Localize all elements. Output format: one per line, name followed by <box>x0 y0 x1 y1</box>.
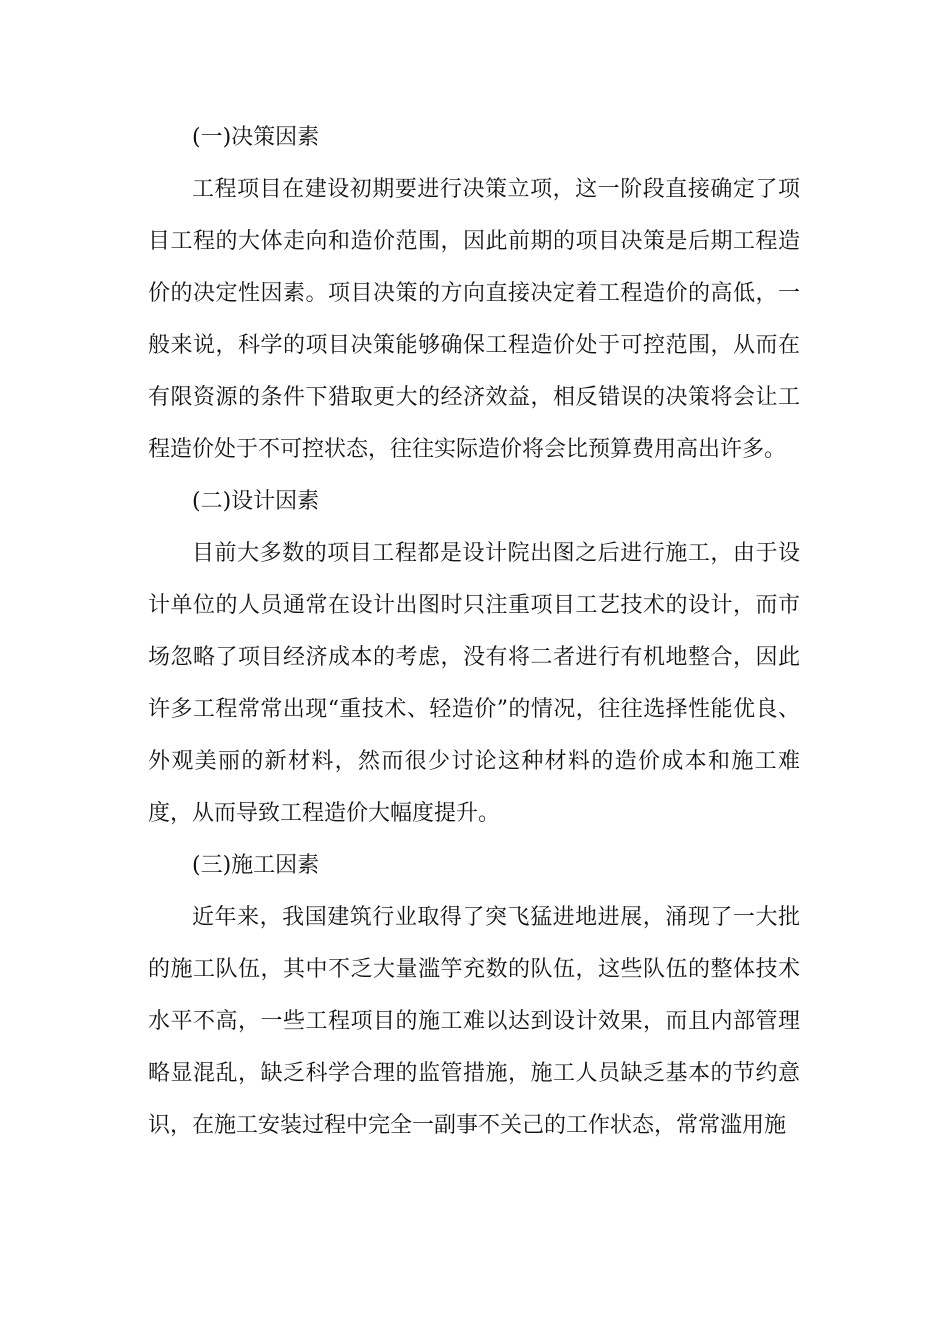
section-heading-construction: (三)施工因素 <box>192 853 320 878</box>
section-paragraph-construction: 近年来，我国建筑行业取得了突飞猛进地进展，涌现了一大批的施工队伍，其中不乏大量滥竽充数的队伍，这些队伍的整体技术水平不高，一些工程项目的施工难以达到设计效果，而且内部管理略显混乱，缺乏科学合理的监管措施，施工人员缺乏基本的节约意识，在施工安装过程中完全一副事不关己的工作状态，常常滥用施 <box>148 905 800 1138</box>
section-heading-design: (二)设计因素 <box>192 489 320 514</box>
section-paragraph-design: 目前大多数的项目工程都是设计院出图之后进行施工，由于设计单位的人员通常在设计出图时只注重项目工艺技术的设计，而市场忽略了项目经济成本的考虑，没有将二者进行有机地整合，因此许多工程常常出现“重技术、轻造价”的情况，往往选择性能优良、外观美丽的新材料，然而很少讨论这种材料的造价成本和施工难度，从而导致工程造价大幅度提升。 <box>148 541 800 826</box>
document-page <box>148 112 800 1152</box>
section-paragraph-decision: 工程项目在建设初期要进行决策立项，这一阶段直接确定了项目工程的大体走向和造价范围，因此前期的项目决策是后期工程造价的决定性因素。项目决策的方向直接决定着工程造价的高低，一般来说，科学的项目决策能够确保工程造价处于可控范围，从而在有限资源的条件下猎取更大的经济效益，相反错误的决策将会让工程造价处于不可控状态，往往实际造价将会比预算费用高出许多。 <box>148 177 800 462</box>
section-heading-decision: (一)决策因素 <box>192 125 320 150</box>
